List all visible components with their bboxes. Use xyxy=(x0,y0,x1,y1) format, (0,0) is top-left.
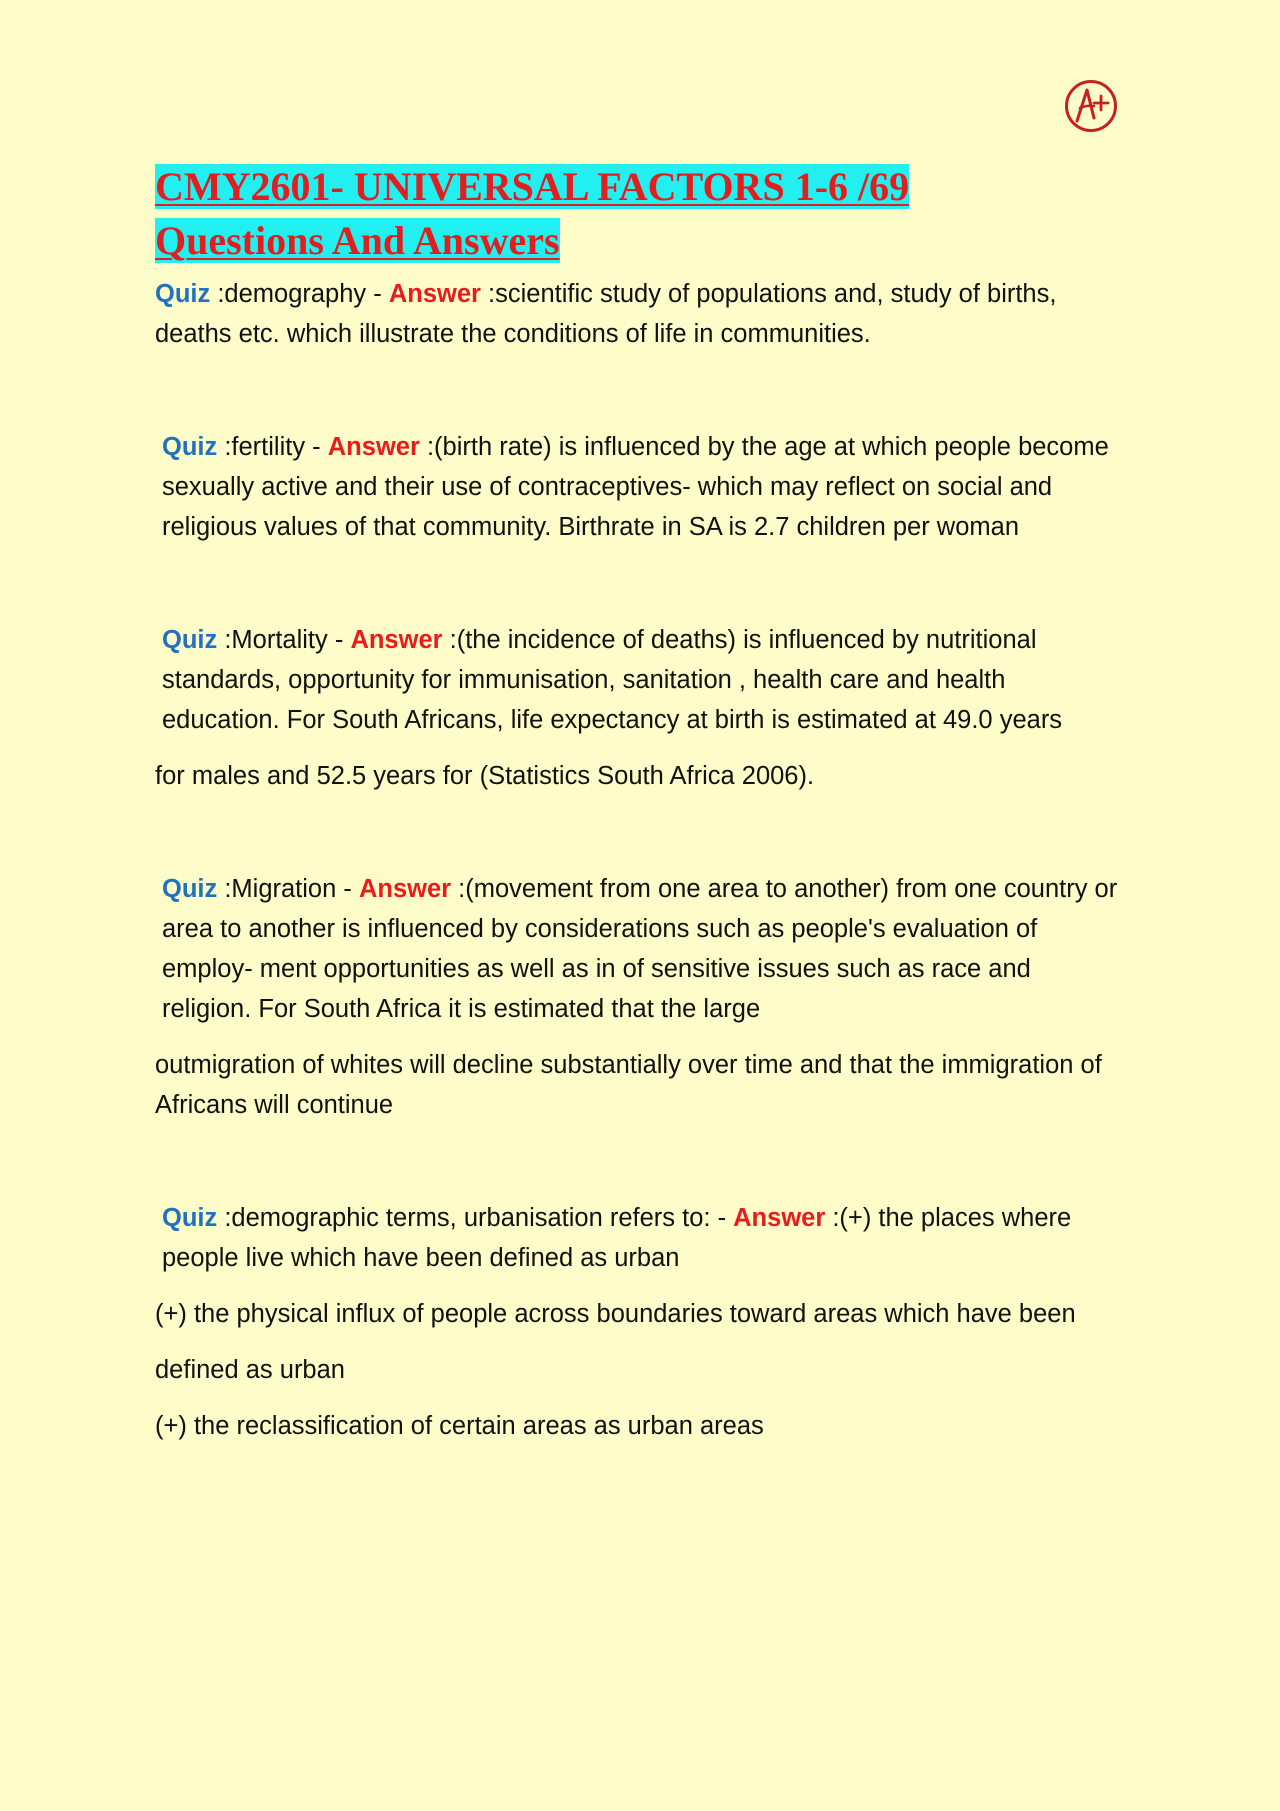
document-title xyxy=(155,160,1125,268)
answer-label: Answer xyxy=(358,875,452,903)
qa-item-urbanisation xyxy=(155,1198,1125,1278)
answer-text: :scientific study of populations and, study of births, deaths etc. which illustrate the conditions of life in communities. xyxy=(155,280,1057,348)
question-text: :Mortality - xyxy=(217,626,351,654)
answer-text: :(movement from one area to another) from one country or area to another is influenced by considerations such as people's evaluation of employ- ment opportunities as well as in of sensitive issues such as race and religion. For South Africa it is estimated that the large xyxy=(162,875,1118,1023)
qa-item-demography xyxy=(155,274,1125,354)
answer-continuation: (+) the reclassification of certain areas as urban areas xyxy=(155,1412,764,1440)
answer-continuation: defined as urban xyxy=(155,1356,345,1384)
qa-item-migration xyxy=(155,869,1125,1029)
title-line-2: Questions And Answers xyxy=(155,218,560,263)
quiz-label: Quiz xyxy=(162,875,218,903)
quiz-label: Quiz xyxy=(162,1204,218,1232)
answer-label: Answer xyxy=(388,280,481,308)
answer-label: Answer xyxy=(350,626,443,654)
answer-continuation: outmigration of whites will decline substantially over time and that the immigration of Africans will continue xyxy=(155,1051,1102,1119)
quiz-label: Quiz xyxy=(155,280,211,308)
answer-label: Answer xyxy=(327,433,420,461)
question-text: :Migration - xyxy=(217,875,359,903)
answer-text: :(the incidence of deaths) is influenced by nutritional standards, opportunity for immunisation, sanitation , health care and health education. For South Africans, life expectancy at birth is estimated at 49.0 years xyxy=(162,626,1063,734)
answer-continuation: for males and 52.5 years for (Statistics South Africa 2006). xyxy=(155,762,815,790)
question-text: :demography - xyxy=(210,280,389,308)
quiz-label: Quiz xyxy=(162,433,218,461)
question-text: :fertility - xyxy=(217,433,328,461)
question-text: :demographic terms, urbanisation refers to: - xyxy=(217,1204,734,1232)
answer-text: :(birth rate) is influenced by the age at which people become sexually active and their use of contraceptives- which may reflect on social and religious values of that community. Birthrate in SA is 2.7 children per woman xyxy=(162,433,1109,541)
title-line-1: CMY2601- UNIVERSAL FACTORS 1-6 /69 xyxy=(155,164,910,209)
answer-continuation: (+) the physical influx of people across boundaries toward areas which have been xyxy=(155,1300,1076,1328)
a-plus-grade-icon xyxy=(1063,78,1119,134)
answer-text: :(+) the places where people live which have been defined as urban xyxy=(162,1204,1072,1272)
answer-label: Answer xyxy=(733,1204,826,1232)
qa-item-mortality xyxy=(155,620,1125,740)
quiz-label: Quiz xyxy=(162,626,218,654)
qa-item-fertility xyxy=(155,427,1125,547)
document-body xyxy=(155,160,1125,1446)
